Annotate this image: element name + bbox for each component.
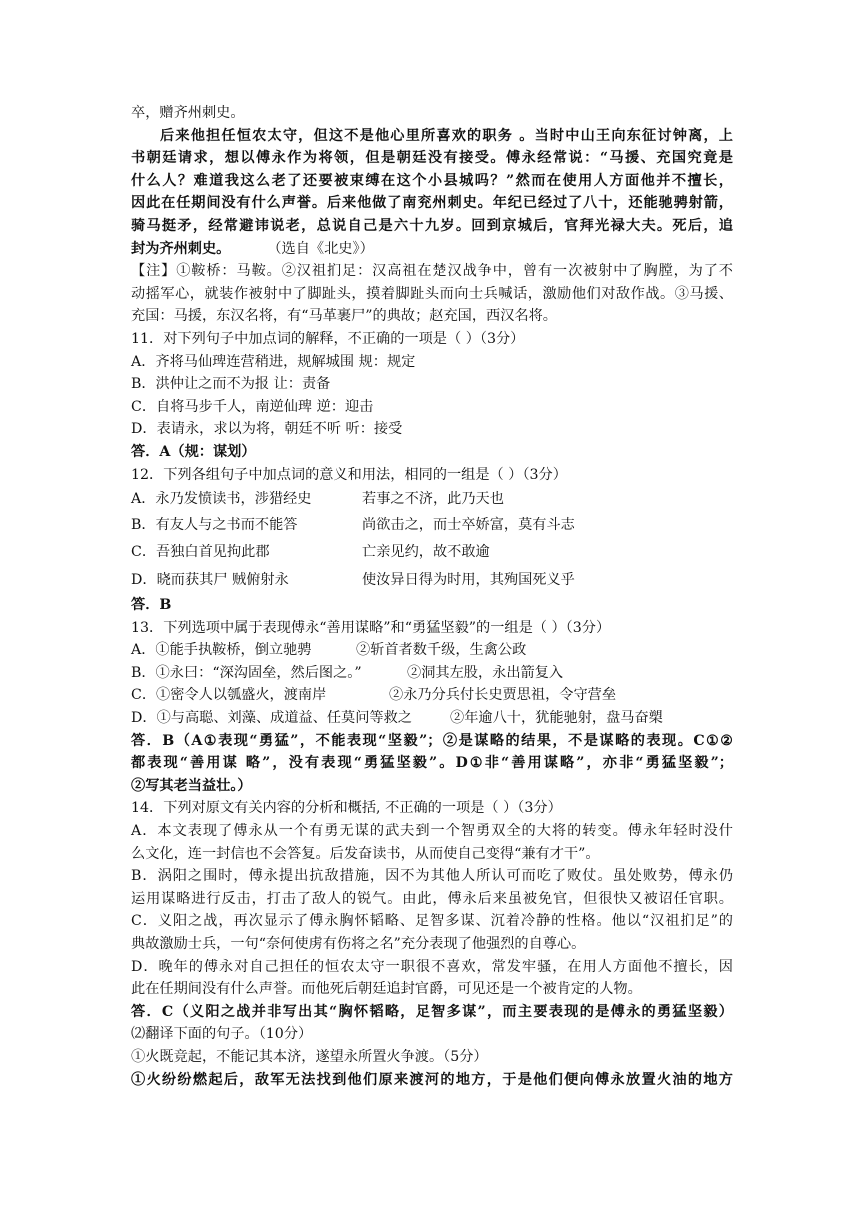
q11-option-a: A．齐将马仙琕连营稍进，规解城围 规：规定 <box>131 353 416 370</box>
q12-option-c <box>131 538 733 566</box>
note-line-2: 动摇军心，就装作被射中了脚趾头，摸着脚趾头而向士兵喊话，激励他们对敌作战。③马援、 <box>131 285 733 302</box>
q11-option-c: C．自将马步千人，南逆仙琕 逆：迎击 <box>131 398 374 415</box>
passage-line-4: 因此在任期间没有什么声誉。后来他做了南兖州刺史。年纪已经过了八十，还能驰骋射箭， <box>131 195 733 212</box>
passage-line-6 <box>131 238 733 261</box>
q13-option-a <box>131 639 733 662</box>
q12-option-b-right: 尚欲击之，而士卒娇富，莫有斗志 <box>362 517 575 534</box>
passage-line-2: 书朝廷请求，想以傅永作为将领，但是朝廷没有接受。傅永经常说：“马援、充国究竟是 <box>131 150 733 167</box>
document-page <box>131 102 733 1091</box>
q13-option-a-left: A．①能手执鞍桥，倒立驰骋 <box>131 642 312 659</box>
passage-line-5: 骑马挺矛，经常避讳说老，总说自己是六十九岁。回到京城后，官拜光禄大夫。死后，追 <box>131 217 733 234</box>
q13-option-a-right: ②斩首者数千级，生禽公政 <box>356 642 527 659</box>
passage-source: （选自《北史》） <box>267 240 374 257</box>
q14-line-2: 么文化，连一封信也不会答复。后发奋读书，从而使自己变得“兼有才干”。 <box>131 845 600 862</box>
q14-line-8: 此在任期间没有什么声誉。而他死后朝廷追封官爵，可见还是一个被肯定的人物。 <box>131 981 642 998</box>
q13-option-d-right: ②年逾八十，犹能驰射，盘马奋槊 <box>450 710 663 727</box>
q13-answer-line-3: ②写其老当益壮。） <box>131 777 252 794</box>
note-line-3: 充国：马援，东汉名将，有“马革裹尸”的典故；赵充国，西汉名将。 <box>131 308 557 325</box>
note-line-1: 【注】①鞍桥：马鞍。②汉祖扪足：汉高祖在楚汉战争中，曾有一次被射中了胸膛，为了不 <box>131 263 733 280</box>
q12-option-b <box>131 512 733 538</box>
q15-sub: ①火既竞起，不能记其本济，遂望永所置火争渡。（5分） <box>131 1048 488 1065</box>
q14-line-1: A．本文表现了傅永从一个有勇无谋的武夫到一个智勇双全的大将的转变。傅永年轻时没什 <box>131 823 733 840</box>
q13-option-b-right: ②洞其左股，永出箭复入 <box>407 664 564 681</box>
q12-option-b-left: B．有友人与之书而不能答 <box>131 517 298 534</box>
q11-answer: 答．A（规：谋划） <box>131 443 256 460</box>
q14-line-6: 典故激励士兵，一句“奈何使虏有伤将之名”充分表现了他强烈的自尊心。 <box>131 936 586 952</box>
q14-stem: 14．下列对原文有关内容的分析和概括, 不正确的一项是（ ）（3分） <box>131 800 562 817</box>
q14-line-7: D．晚年的傅永对自己担任的恒农太守一职很不喜欢，常发牢骚，在用人方面他不擅长，因 <box>131 958 733 975</box>
q13-answer-line-2: 都表现“善用谋 略”，没有表现“勇猛坚毅”。D①非“善用谋略”，亦非“勇猛坚毅”； <box>131 755 733 772</box>
q12-option-d-left: D．晓而获其尸 贼俯射永 <box>131 572 289 589</box>
q12-option-c-left: C．吾独白首见拘此郡 <box>131 544 270 561</box>
q12-option-d <box>131 566 733 594</box>
q11-stem: 11．对下列句子中加点词的解释，不正确的一项是（ ）（3分） <box>131 330 525 347</box>
passage-line-3: 什么人？难道我这么老了还要被束缚在这个小县城吗？”然而在使用人方面他并不擅长， <box>131 172 733 189</box>
q12-stem: 12．下列各组句子中加点词的意义和用法，相同的一组是（ ）（3分） <box>131 466 567 483</box>
q13-answer-line-1: 答．B（A①表现“勇猛”，不能表现“坚毅”；②是谋略的结果，不是谋略的表现。C①② <box>131 732 733 749</box>
q12-option-c-right: 亡亲见约，故不敢逾 <box>362 544 490 561</box>
q13-option-c <box>131 684 733 707</box>
q15-answer: ①火纷纷燃起后，敌军无法找到他们原来渡河的地方，于是他们便向傅永放置火油的地方 <box>131 1071 733 1088</box>
q13-option-c-left: C．①密令人以瓠盛火，渡南岸 <box>131 687 327 704</box>
q13-option-d-left: D．①与高聪、刘藻、成道益、任莫问等救之 <box>131 710 412 727</box>
q11-option-b: B．洪仲让之而不为报 让：责备 <box>131 376 331 393</box>
q12-option-d-right: 使汝异日得为时用，其殉国死义乎 <box>362 572 575 589</box>
q13-option-b-left: B．①永曰：“深沟固垒，然后图之。” <box>131 664 362 681</box>
q14-line-4: 运用谋略进行反击，打击了敌人的锐气。由此，傅永后来虽被免官，但很快又被诏任官职。 <box>131 890 733 907</box>
q15-stem: ⑵翻译下面的句子。（10分） <box>131 1026 313 1043</box>
q11-option-d: D．表请永，求以为将，朝廷不听 听：接受 <box>131 421 403 438</box>
q14-answer: 答．C（义阳之战并非写出其“胸怀韬略，足智多谋”，而主要表现的是傅永的勇猛坚毅） <box>131 1003 733 1020</box>
passage-line-0: 卒，赠齐州刺史。 <box>131 105 245 121</box>
q12-option-a <box>131 486 733 512</box>
q12-answer: 答．B <box>131 597 172 614</box>
q12-option-a-right: 若事之不济，此乃天也 <box>362 491 504 508</box>
q12-option-a-left: A．永乃发愤读书，涉猎经史 <box>131 491 312 508</box>
passage-line-1: 后来他担任恒农太守，但这不是他心里所喜欢的职务 。当时中山王向东征讨钟离，上 <box>160 127 733 144</box>
q13-stem: 13．下列选项中属于表现傅永“善用谋略”和“勇猛坚毅”的一组是（ ）（3分） <box>131 619 611 636</box>
q14-line-3: B．涡阳之围时，傅永提出抗敌措施，因不为其他人所认可而吃了败仗。虽处败势，傅永仍 <box>131 868 733 885</box>
passage-last-line: 封为齐州刺史。 <box>131 240 231 257</box>
q14-line-5: C．义阳之战，再次显示了傅永胸怀韬略、足智多谋、沉着冷静的性格。他以“汉祖扪足”的 <box>131 913 733 930</box>
q13-option-d <box>131 707 733 730</box>
q13-option-b <box>131 662 733 685</box>
q13-option-c-right: ②永乃分兵付长史贾思祖，令守营垒 <box>389 687 617 704</box>
